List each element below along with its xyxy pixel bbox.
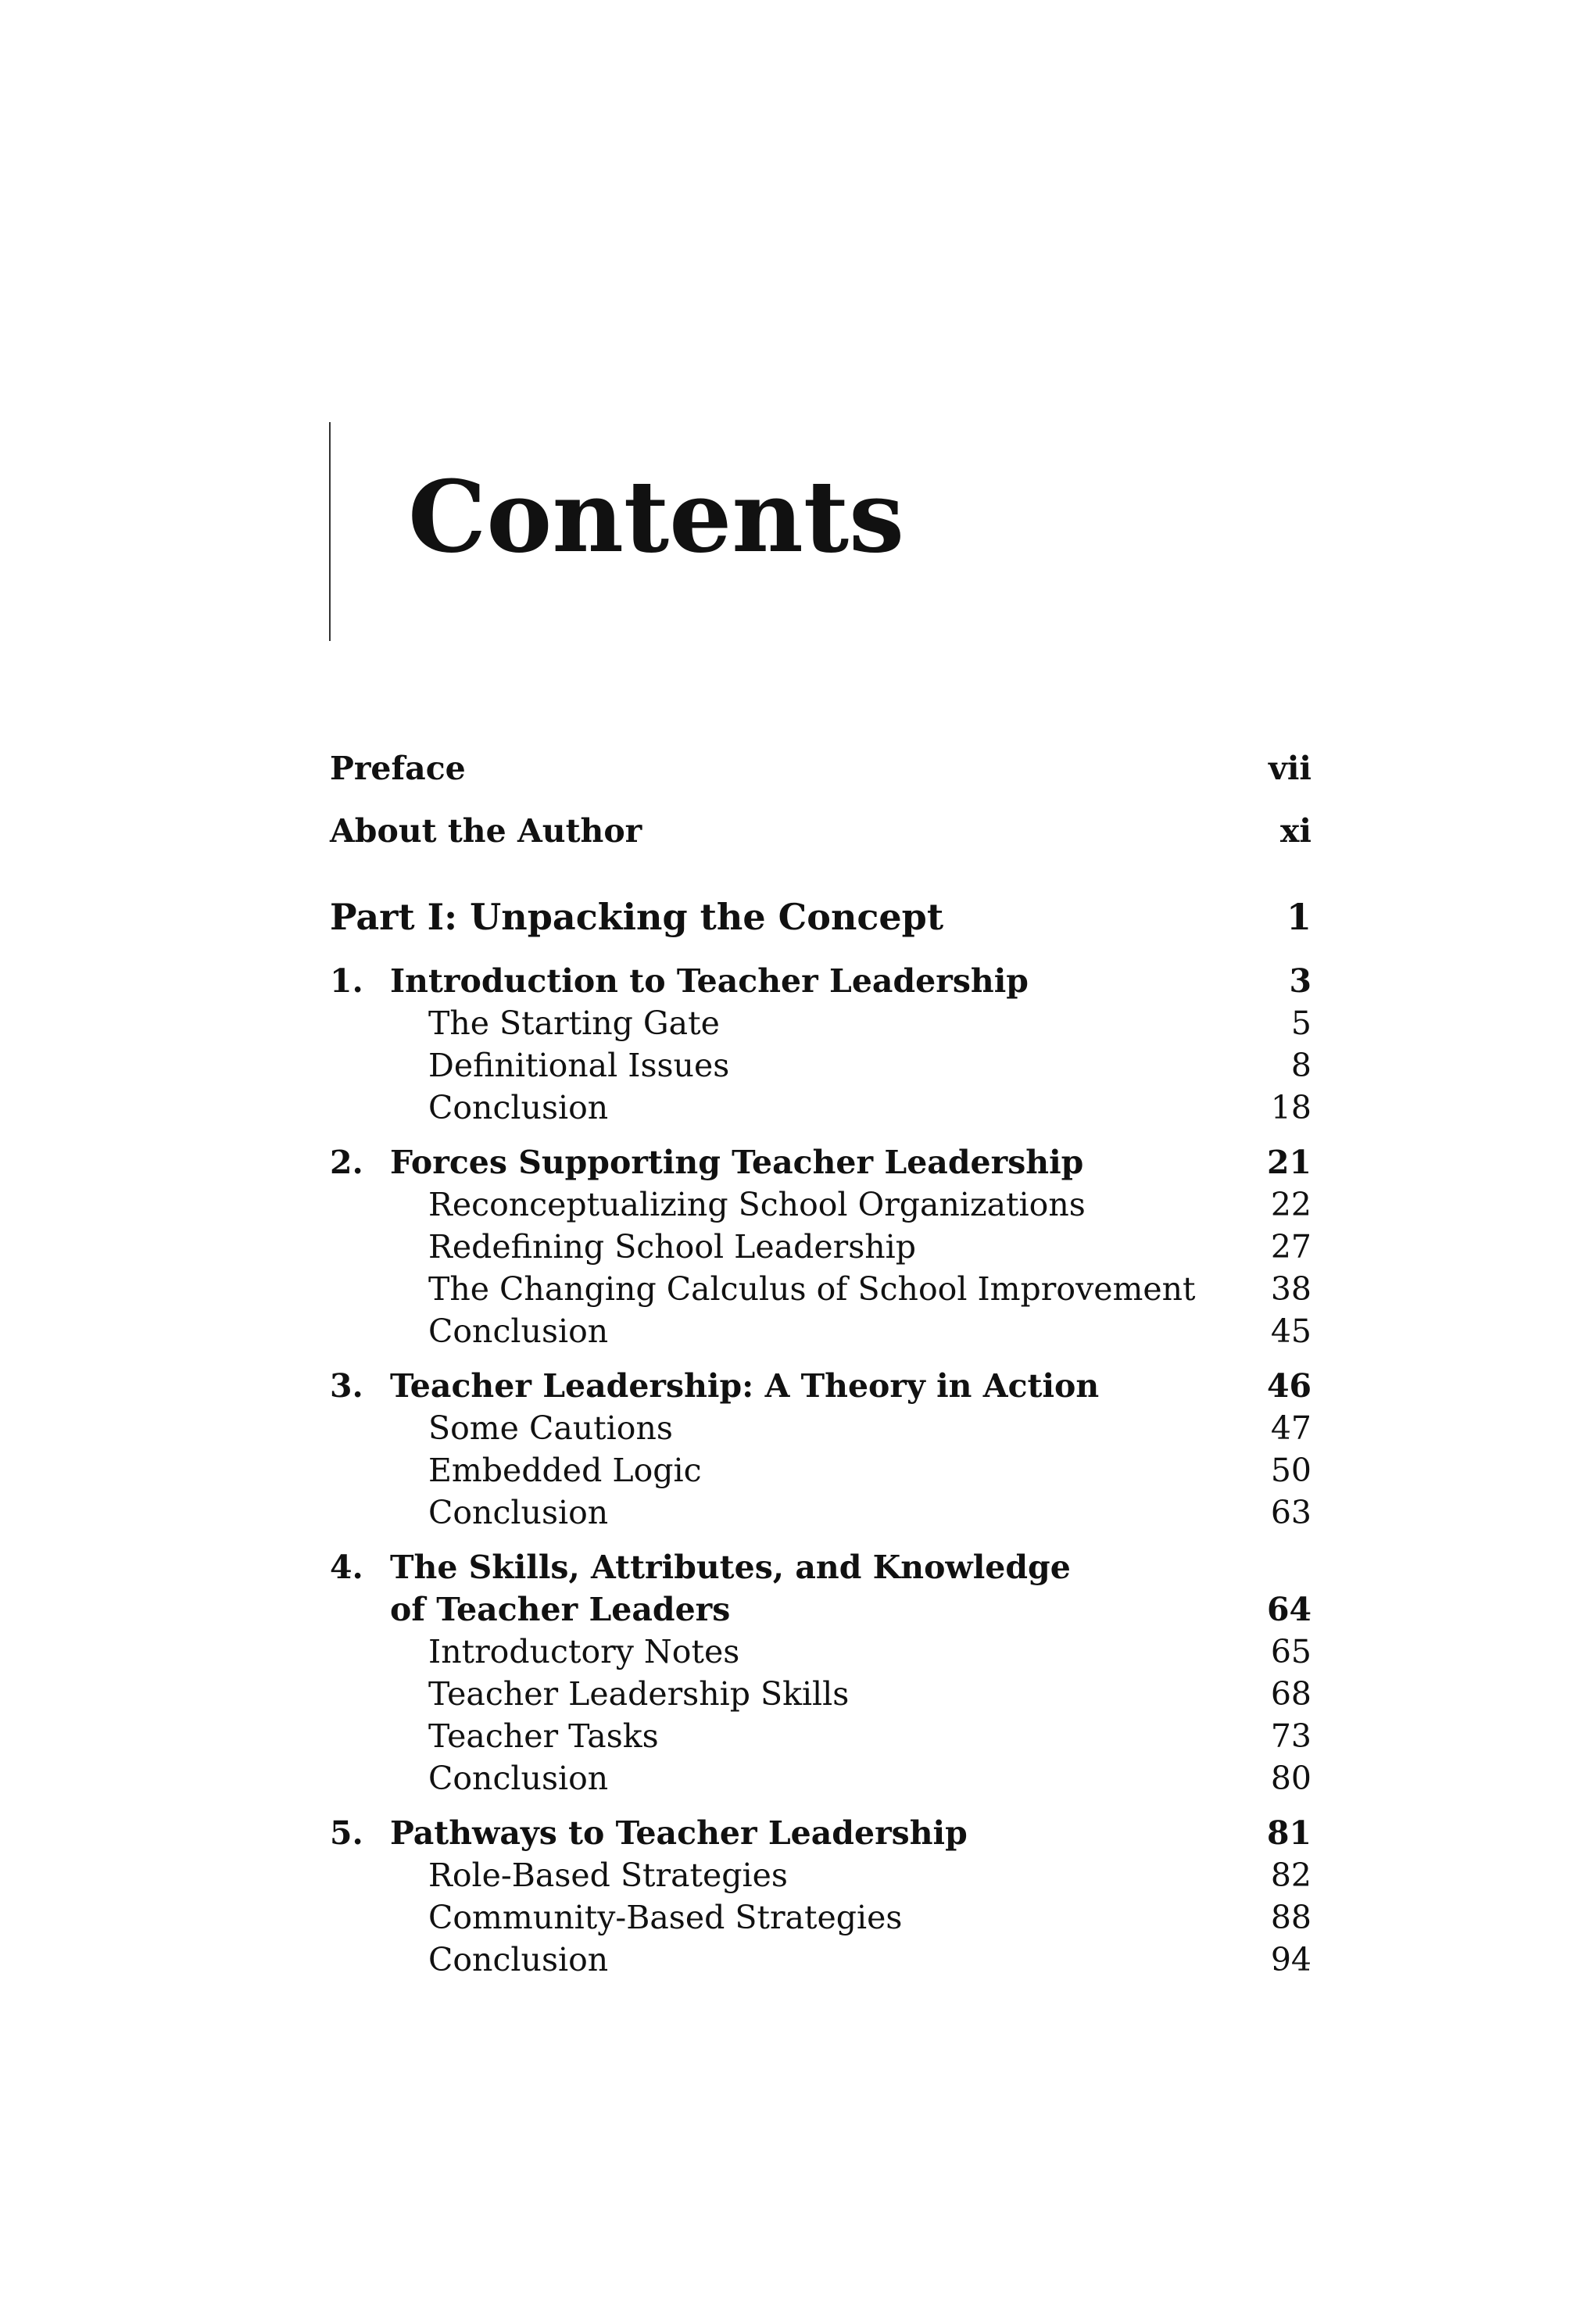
toc-chapter-page: 21	[1266, 1144, 1312, 1181]
toc-part-page: 1	[1286, 896, 1312, 938]
toc-section-label: Teacher Tasks	[428, 1717, 659, 1755]
toc-section[interactable]	[330, 1673, 1312, 1715]
toc-chapter-5	[330, 1812, 1312, 1981]
toc-chapter-number: 1.	[330, 962, 363, 1000]
toc-section-label: Embedded Logic	[428, 1452, 702, 1489]
toc-section[interactable]	[330, 1310, 1312, 1352]
page-title: Contents	[408, 459, 905, 575]
toc-part-label: Part I: Unpacking the Concept	[330, 896, 944, 938]
toc-section-page: 65	[1270, 1633, 1312, 1670]
toc-section-page: 80	[1270, 1760, 1312, 1797]
toc-section-label: Some Cautions	[428, 1409, 673, 1447]
toc-chapter-4	[330, 1546, 1312, 1799]
toc-part-heading[interactable]	[330, 866, 1312, 949]
toc-section-label: Conclusion	[428, 1760, 609, 1797]
toc-section[interactable]	[330, 1854, 1312, 1896]
toc-section[interactable]	[330, 1183, 1312, 1226]
toc-section-label: Definitional Issues	[428, 1047, 730, 1084]
toc-chapter-number: 4.	[330, 1549, 363, 1586]
toc-section-page: 45	[1270, 1312, 1312, 1350]
toc-chapter-number: 2.	[330, 1144, 363, 1181]
toc-chapter-page: 81	[1266, 1814, 1312, 1852]
toc-section-page: 94	[1270, 1941, 1312, 1978]
toc-chapter-title-line-1: The Skills, Attributes, and Knowledge	[390, 1549, 1071, 1586]
toc-section[interactable]	[330, 1715, 1312, 1757]
toc-section-page: 47	[1270, 1409, 1312, 1447]
toc-chapter-2	[330, 1141, 1312, 1352]
toc-section-label: Teacher Leadership Skills	[428, 1675, 850, 1713]
toc-section[interactable]	[330, 1491, 1312, 1534]
toc-entry-label: About the Author	[330, 812, 642, 850]
toc-chapter-page: 3	[1289, 962, 1312, 1000]
toc-section-label: Role-Based Strategies	[428, 1857, 788, 1894]
toc-section[interactable]	[330, 1002, 1312, 1044]
toc-section-label: Community-Based Strategies	[428, 1899, 903, 1936]
toc-section-page: 18	[1270, 1089, 1312, 1126]
toc-chapter-3	[330, 1365, 1312, 1534]
table-of-contents	[330, 741, 1312, 1981]
toc-chapter-1	[330, 960, 1312, 1129]
toc-section[interactable]	[330, 1044, 1312, 1087]
toc-entry-preface[interactable]	[330, 741, 1312, 804]
toc-chapter-title: Forces Supporting Teacher Leadership	[390, 1144, 1084, 1181]
toc-section[interactable]	[330, 1268, 1312, 1310]
toc-chapter-number: 5.	[330, 1814, 363, 1852]
toc-section-page: 5	[1290, 1004, 1312, 1042]
toc-section[interactable]	[330, 1631, 1312, 1673]
toc-section[interactable]	[330, 1939, 1312, 1981]
toc-section-label: The Changing Calculus of School Improvement	[428, 1270, 1196, 1308]
toc-section-label: Conclusion	[428, 1089, 609, 1126]
toc-section-page: 68	[1270, 1675, 1312, 1713]
toc-section-page: 50	[1270, 1452, 1312, 1489]
toc-chapter-heading[interactable]	[330, 960, 1312, 1002]
toc-chapter-title-line-2: of Teacher Leaders	[390, 1591, 731, 1628]
toc-chapter-heading[interactable]	[330, 1812, 1312, 1854]
toc-section[interactable]	[330, 1896, 1312, 1939]
toc-section-page: 63	[1270, 1494, 1312, 1531]
toc-chapter-title: Introduction to Teacher Leadership	[390, 962, 1029, 1000]
toc-section-page: 22	[1270, 1186, 1312, 1223]
toc-section-page: 73	[1270, 1717, 1312, 1755]
toc-entry-page: vii	[1269, 750, 1312, 787]
toc-section-label: Conclusion	[428, 1941, 609, 1978]
toc-section-page: 88	[1270, 1899, 1312, 1936]
toc-entry-about-author[interactable]	[330, 804, 1312, 866]
toc-chapter-heading[interactable]	[330, 1365, 1312, 1407]
toc-chapter-title: Teacher Leadership: A Theory in Action	[390, 1367, 1100, 1405]
toc-section-label: The Starting Gate	[428, 1004, 720, 1042]
toc-chapter-title: Pathways to Teacher Leadership	[390, 1814, 968, 1852]
toc-section-label: Conclusion	[428, 1494, 609, 1531]
toc-chapter-heading[interactable]	[330, 1141, 1312, 1183]
toc-section[interactable]	[330, 1087, 1312, 1129]
toc-entry-page: xi	[1279, 812, 1312, 850]
toc-section[interactable]	[330, 1449, 1312, 1491]
toc-section-page: 82	[1270, 1857, 1312, 1894]
toc-section[interactable]	[330, 1407, 1312, 1449]
title-rule	[329, 422, 331, 641]
toc-section-label: Conclusion	[428, 1312, 609, 1350]
toc-section-page: 8	[1290, 1047, 1312, 1084]
toc-section-page: 27	[1270, 1228, 1312, 1266]
toc-chapter-page: 64	[1266, 1591, 1312, 1628]
toc-section-label: Reconceptualizing School Organizations	[428, 1186, 1086, 1223]
toc-chapter-heading[interactable]	[330, 1546, 1312, 1631]
toc-section-page: 38	[1270, 1270, 1312, 1308]
toc-chapter-page: 46	[1266, 1367, 1312, 1405]
toc-section[interactable]	[330, 1757, 1312, 1799]
toc-entry-label: Preface	[330, 750, 466, 787]
toc-section[interactable]	[330, 1226, 1312, 1268]
toc-chapter-number: 3.	[330, 1367, 363, 1405]
toc-section-label: Introductory Notes	[428, 1633, 740, 1670]
toc-section-label: Redefining School Leadership	[428, 1228, 917, 1266]
